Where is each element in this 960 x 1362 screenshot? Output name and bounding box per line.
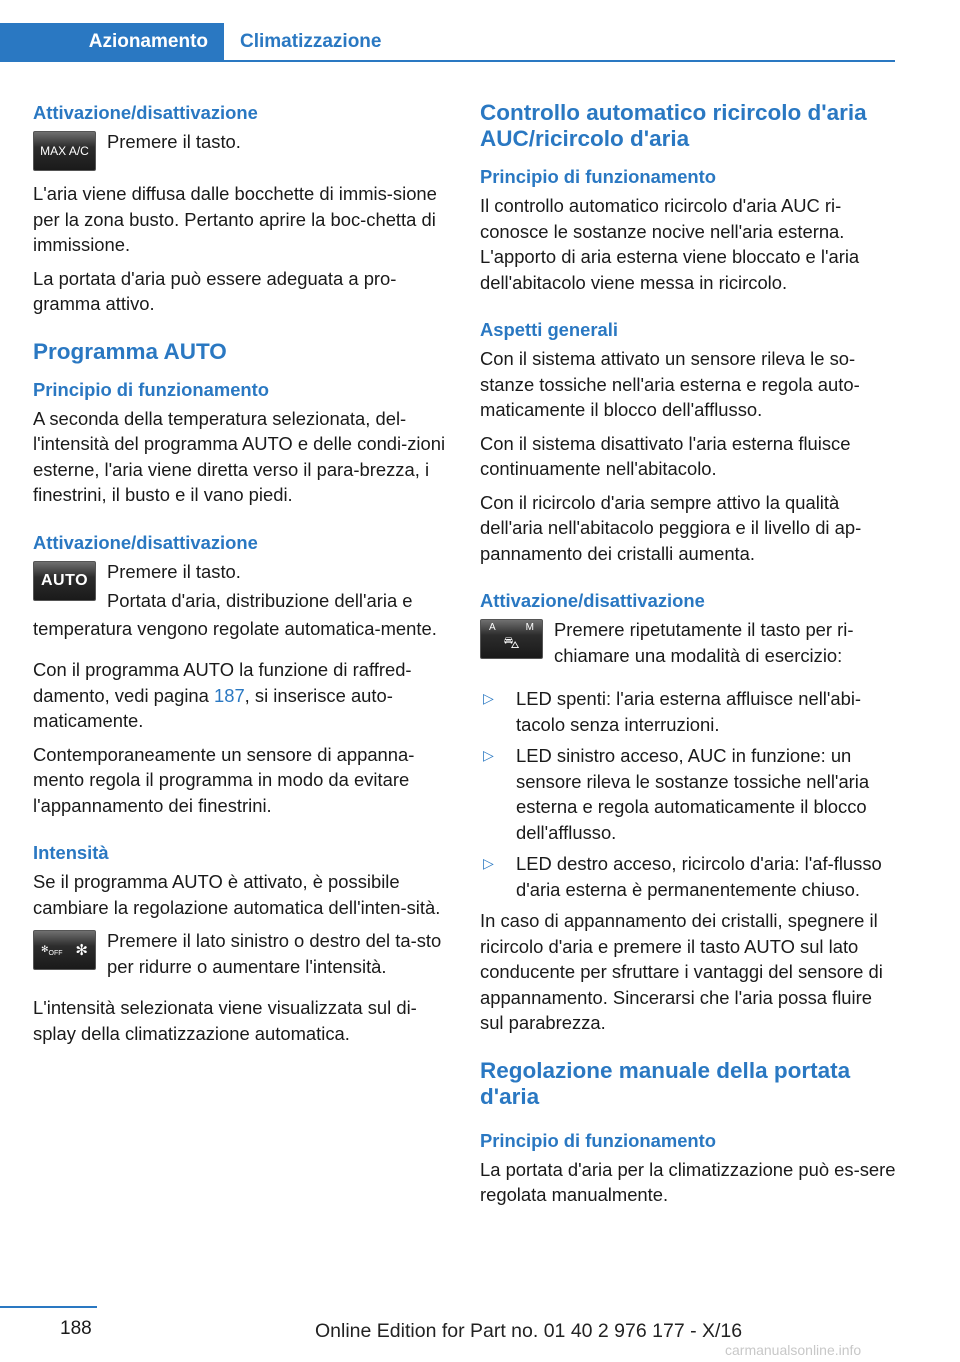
paragraph: Con il ricircolo d'aria sempre attivo la qualità dell'aria nell'abitacolo peggiora e il livello di ap-pannamento dei cristalli aumenta. (480, 491, 862, 564)
fan-off-icon: $✻_{OFF}$ (41, 943, 63, 957)
header-rule (0, 60, 895, 62)
paragraph: Premere il lato sinistro o destro del ta-sto per ridurre o aumentare l'intensità. (107, 930, 442, 977)
paragraph: Premere il tasto. (107, 560, 241, 582)
paragraph: Premere ripetutamente il tasto per ri-chiamare una modalità di esercizio: (554, 619, 854, 666)
edition-text: Online Edition for Part no. 01 40 2 976 177 - X/16 (315, 1320, 743, 1342)
watermark: carmanualsonline.info (725, 1342, 862, 1358)
triangle-bullet-icon: ▷ (483, 690, 494, 706)
triangle-bullet-icon: ▷ (483, 747, 494, 763)
subheading: Principio di funzionamento (33, 378, 270, 400)
car-recirculation-icon: ⛍ (503, 635, 520, 652)
paragraph: La portata d'aria per la climatizzazione può es-sere regolata manualmente. (480, 1158, 896, 1205)
fan-icon: ✻ (75, 942, 88, 959)
tab-azionamento[interactable]: Azionamento (0, 23, 224, 61)
paragraph: temperatura vengono regolate automatica-mente. (33, 617, 437, 639)
auto-button-icon: AUTO (33, 561, 96, 601)
paragraph: Il controllo automatico ricircolo d'aria AUC ri-conosce le sostanze nocive nell'aria esterna. L'apporto di aria esterna viene bloccato e l'aria dell'abitacolo viene messa in ricircolo. (480, 195, 860, 293)
list-item: ▷ LED sinistro acceso, AUC in funzione: un sensore rileva le sostanze tossiche nell'aria esterna e regola automaticamente il blocco dell'afflusso. (480, 743, 896, 845)
subheading: Principio di funzionamento (480, 1129, 717, 1151)
header-tabs (0, 23, 895, 61)
subheading: Attivazione/disattivazione (33, 102, 258, 123)
mode-list (480, 686, 896, 902)
subheading: Attivazione/disattivazione (33, 531, 258, 553)
subheading: Attivazione/disattivazione (480, 590, 705, 611)
paragraph: L'aria viene diffusa dalle bocchette di immis-sione per la zona busto. Pertanto aprire la boc-chetta di immissione. (33, 183, 437, 255)
paragraph: La portata d'aria può essere adeguata a pro-gramma attivo. (33, 267, 397, 314)
subheading: Aspetti generali (480, 319, 618, 340)
button-row (33, 559, 448, 614)
paragraph: Portata d'aria, distribuzione dell'aria e (107, 590, 413, 611)
subheading: Intensità (33, 842, 109, 863)
recirculation-button-icon: A M ⛍ (480, 619, 543, 659)
tab-climatizzazione[interactable]: Climatizzazione (240, 31, 382, 52)
paragraph: A seconda della temperatura selezionata, del-l'intensità del programma AUTO e delle condi-zioni esterne, l'aria viene diretta verso il para-brezza, i finestrini, il busto e il vano piedi. (33, 407, 446, 505)
paragraph: In caso di appannamento dei cristalli, spegnere il ricircolo d'aria e premere il tasto AUTO sul lato conducente per sfruttare i vantaggi del sensore di appannamento. Sincerarsi che l'aria possa fluire sul parabrezza. (480, 910, 883, 1033)
section-heading: Programma AUTO (33, 338, 227, 364)
max-ac-button-icon: MAX A/C (33, 131, 96, 171)
paragraph: Con il sistema attivato un sensore rileva le so-stanze tossiche nell'aria esterna e regola auto-maticamente il blocco dell'afflusso. (480, 348, 860, 420)
paragraph: Con il sistema disattivato l'aria esterna fluisce continuamente nell'abitacolo. (480, 432, 851, 479)
page-number: 188 (60, 1318, 92, 1339)
paragraph: L'intensità selezionata viene visualizzata sul di-splay della climatizzazione automatica. (33, 997, 417, 1044)
left-column (33, 100, 448, 1054)
footer-rule (0, 1306, 97, 1308)
subheading: Principio di funzionamento (480, 166, 717, 187)
section-heading: Controllo automatico ricircolo d'aria AUC/ricircolo d'aria (480, 100, 867, 151)
section-heading: Regolazione manuale della portata d'aria (480, 1057, 851, 1109)
button-row (33, 129, 448, 171)
button-row (33, 928, 448, 983)
paragraph: Premere il tasto. (107, 131, 241, 152)
paragraph-with-link: Con il programma AUTO la funzione di raffred-damento, vedi pagina 187, si inserisce auto-maticamente. (33, 659, 412, 731)
fan-button-icon (33, 930, 96, 970)
list-item: ▷ LED spenti: l'aria esterna affluisce nell'abi-tacolo senza interruzioni. (480, 686, 896, 737)
right-column (480, 100, 896, 1216)
page-link[interactable]: 187 (213, 684, 245, 706)
list-item: ▷ LED destro acceso, ricircolo d'aria: l'af-flusso d'aria esterna è permanentemente chiuso. (480, 851, 896, 902)
triangle-bullet-icon: ▷ (483, 855, 494, 871)
paragraph: Se il programma AUTO è attivato, è possibile cambiare la regolazione automatica dell'inten-sità. (33, 871, 441, 918)
button-row (480, 617, 896, 672)
paragraph: Contemporaneamente un sensore di appanna-mento regola il programma in modo da evitare l'appannamento dei finestrini. (33, 743, 415, 816)
